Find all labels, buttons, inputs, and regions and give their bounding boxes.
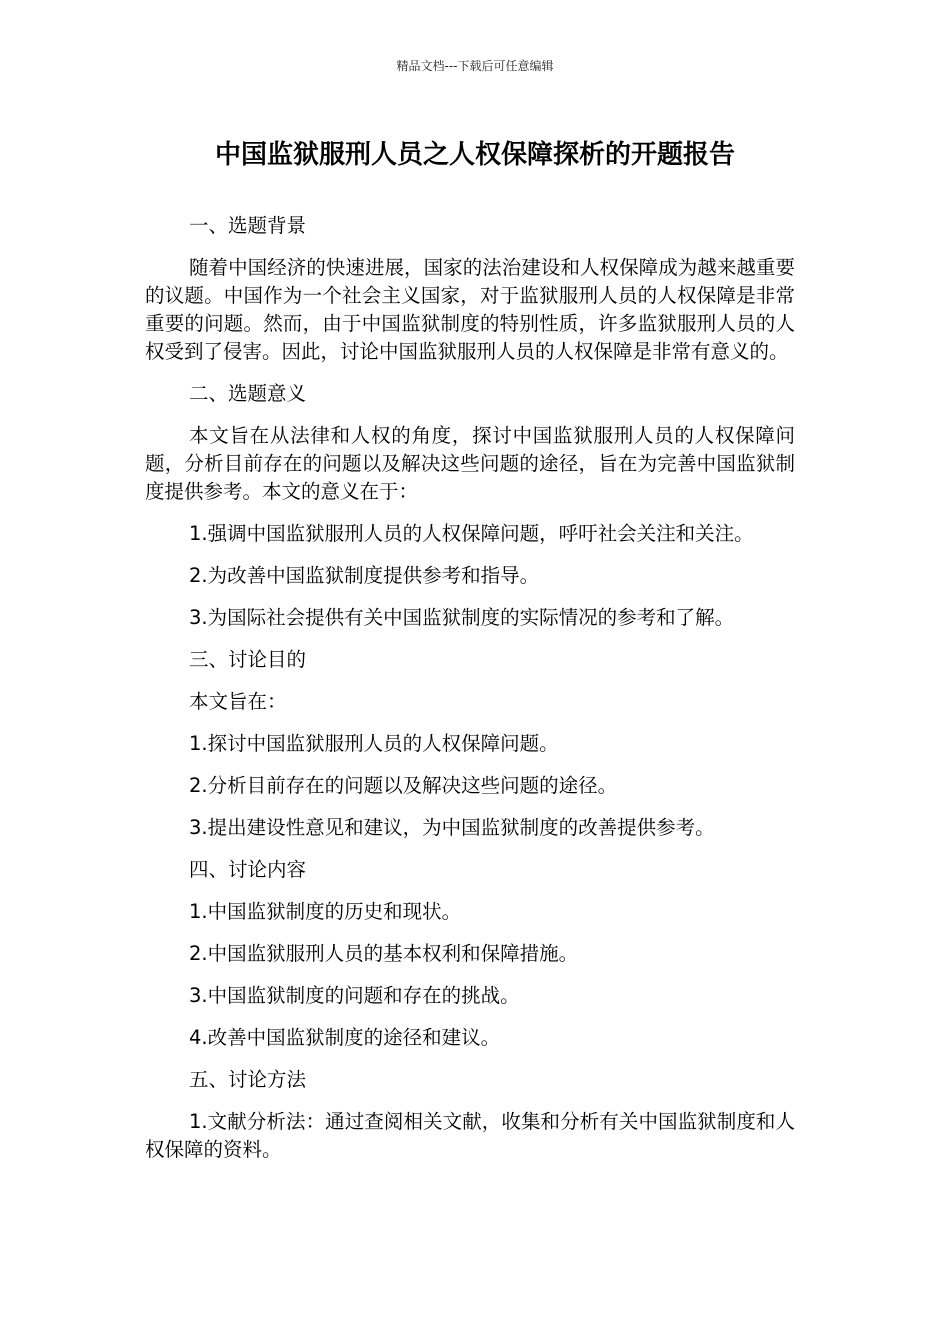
- list-item-purpose-3: 3.提出建设性意见和建议，为中国监狱制度的改善提供参考。: [189, 816, 715, 839]
- section-heading-content: 四、讨论内容: [189, 858, 307, 881]
- section-heading-purpose: 三、讨论目的: [189, 648, 307, 671]
- section-heading-method: 五、讨论方法: [189, 1068, 307, 1091]
- section-heading-background: 一、选题背景: [189, 214, 307, 237]
- list-item-significance-2: 2.为改善中国监狱制度提供参考和指导。: [189, 564, 540, 587]
- paragraph-background: 随着中国经济的快速进展，国家的法治建设和人权保障成为越来越重要的议题。中国作为一个社会主义国家，对于监狱服刑人员的人权保障是非常重要的问题。然而，由于中国监狱制度的特别性质，许多监狱服刑人员的人权受到了侵害。因此，讨论中国监狱服刑人员的人权保障是非常有意义的。: [145, 256, 795, 363]
- section-heading-significance: 二、选题意义: [189, 382, 307, 405]
- paragraph-significance: 本文旨在从法律和人权的角度，探讨中国监狱服刑人员的人权保障问题，分析目前存在的问题以及解决这些问题的途径，旨在为完善中国监狱制度提供参考。本文的意义在于：: [145, 424, 795, 503]
- list-item-significance-1: 1.强调中国监狱服刑人员的人权保障问题，呼吁社会关注和关注。: [189, 522, 754, 545]
- list-item-purpose-2: 2.分析目前存在的问题以及解决这些问题的途径。: [189, 774, 618, 797]
- list-item-method-1: 1.文献分析法：通过查阅相关文献，收集和分析有关中国监狱制度和人权保障的资料。: [145, 1110, 795, 1161]
- document-body: [145, 212, 795, 1178]
- list-item-significance-3: 3.为国际社会提供有关中国监狱制度的实际情况的参考和了解。: [189, 606, 735, 629]
- list-item-purpose-1: 1.探讨中国监狱服刑人员的人权保障问题。: [189, 732, 559, 755]
- list-item-content-1: 1.中国监狱制度的历史和现状。: [189, 900, 462, 923]
- document-title: 中国监狱服刑人员之人权保障探析的开题报告: [214, 140, 735, 170]
- list-item-content-3: 3.中国监狱制度的问题和存在的挑战。: [189, 984, 520, 1007]
- paragraph-purpose-intro: 本文旨在：: [189, 690, 287, 713]
- list-item-content-4: 4.改善中国监狱制度的途径和建议。: [189, 1026, 501, 1049]
- page-header-note: 精品文档---下载后可任意编辑: [396, 59, 554, 73]
- list-item-content-2: 2.中国监狱服刑人员的基本权利和保障措施。: [189, 942, 579, 965]
